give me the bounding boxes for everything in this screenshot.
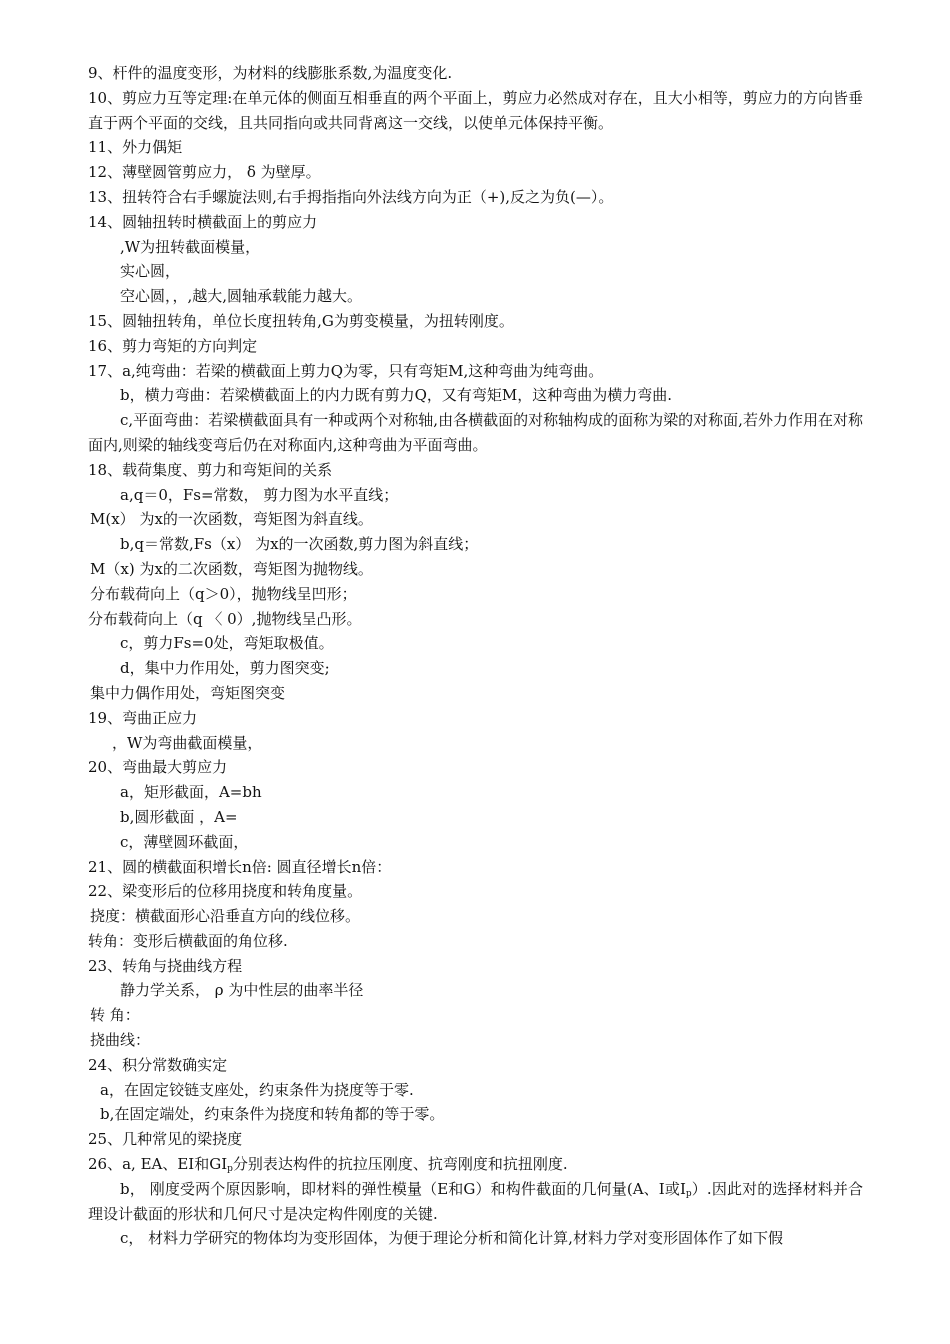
line-9: 9、杆件的温度变形，为材料的线膨胀系数,为温度变化. — [88, 64, 453, 82]
line-22-rotation: 转角：变形后横截面的角位移. — [88, 931, 288, 950]
line-24b: b,在固定端处，约束条件为挠度和转角都的等于零。 — [100, 1105, 445, 1124]
line-20a: a，矩形截面，A=bh — [120, 783, 262, 802]
line-17a: 17、a,纯弯曲：若梁的横截面上剪力Q为零，只有弯矩M,这种弯曲为纯弯曲。 — [88, 361, 604, 380]
line-18a-m: M(x） 为x的一次函数，弯矩图为斜直线。 — [90, 510, 373, 529]
line-15: 15、圆轴扭转角，单位长度扭转角,G为剪变模量，为扭转刚度。 — [88, 311, 514, 330]
line-26a-part1: 26、a, EA、EI和GI — [88, 1155, 228, 1174]
line-23: 23、转角与挠曲线方程 — [88, 956, 243, 975]
document-body — [88, 61, 863, 1251]
line-24a: a，在固定铰链支座处，约束条件为挠度等于零. — [100, 1080, 414, 1099]
line-22-deflection: 挠度：横截面形心沿垂直方向的线位移。 — [90, 907, 361, 926]
line-18b-m: M（x) 为x的二次函数，弯矩图为抛物线。 — [90, 559, 373, 578]
line-19: 19、弯曲正应力 — [88, 708, 198, 727]
line-18d-couple: 集中力偶作用处，弯矩图突变 — [90, 683, 286, 702]
line-26a-part2: 分别表达构件的抗拉压刚度、抗弯刚度和抗扭刚度. — [232, 1155, 568, 1174]
line-14-w: ,W为扭转截面模量， — [120, 237, 261, 256]
line-16: 16、剪力弯矩的方向判定 — [88, 336, 258, 355]
line-18d: d，集中力作用处，剪力图突变; — [120, 659, 330, 678]
line-21: 21、圆的横截面积增长n倍: 圆直径增长n倍： — [88, 857, 392, 876]
line-14-solid: 实心圆， — [120, 262, 181, 281]
line-10: 10、剪应力互等定理:在单元体的侧面互相垂直的两个平面上，剪应力必然成对存在，且大小相等，剪应力的方向皆垂直于两个平面的交线，且共同指向或共同背离这一交线，以使单元体保持平衡。 — [88, 88, 863, 132]
subscript-p: p — [685, 1188, 692, 1199]
line-18b: b,q＝常数,Fs（x） 为x的一次函数,剪力图为斜直线； — [120, 535, 479, 554]
line-26a — [88, 1152, 863, 1177]
line-18c: c，剪力Fs=0处，弯矩取极值。 — [120, 634, 334, 653]
line-26c: c， 材料力学研究的物体均为变形固体，为便于理论分析和简化计算,材料力学对变形固体作了如下假 — [120, 1229, 783, 1248]
line-23-curve: 挠曲线： — [90, 1031, 151, 1050]
line-18a: a,q＝0，Fs=常数， 剪力图为水平直线； — [120, 485, 399, 504]
line-26b-part1: b， 刚度受两个原因影响，即材料的弹性模量（E和G）和构件截面的几何量(A、I或I — [120, 1179, 686, 1198]
line-23-static: 静力学关系， ρ 为中性层的曲率半径 — [120, 981, 364, 1000]
line-24: 24、积分常数确实定 — [88, 1055, 228, 1074]
line-13: 13、扭转符合右手螺旋法则,右手拇指指向外法线方向为正（+),反之为负(—）。 — [88, 187, 614, 206]
line-18b-down: 分布载荷向上（q 〈 0）,抛物线呈凸形。 — [88, 609, 362, 628]
line-11: 11、外力偶矩 — [88, 138, 183, 157]
line-19-w: ，W为弯曲截面模量， — [112, 733, 263, 752]
line-25: 25、几种常见的梁挠度 — [88, 1130, 243, 1149]
line-22: 22、梁变形后的位移用挠度和转角度量。 — [88, 882, 363, 901]
subscript-p: p — [227, 1164, 233, 1175]
line-26b-part2: ）.因此对的选择材料并合理设计截面的形状和几何尺寸是决定构件刚度的关键. — [88, 1179, 863, 1223]
line-26b — [88, 1177, 863, 1227]
line-17b: b，横力弯曲：若梁横截面上的内力既有剪力Q，又有弯矩M，这种弯曲为横力弯曲. — [120, 386, 673, 405]
line-18b-up: 分布载荷向上（q＞0），抛物线呈凹形； — [90, 584, 357, 603]
line-20b: b,圆形截面 ，A= — [120, 807, 238, 826]
line-23-angle: 转 角： — [90, 1006, 140, 1025]
line-12: 12、薄壁圆管剪应力， δ 为壁厚。 — [88, 163, 321, 182]
line-14: 14、圆轴扭转时横截面上的剪应力 — [88, 212, 318, 231]
line-20c: c，薄壁圆环截面， — [120, 832, 249, 851]
line-17c: c,平面弯曲：若梁横截面具有一种或两个对称轴,由各横截面的对称轴构成的面称为梁的对称面,若外力作用在对称面内,则梁的轴线变弯后仍在对称面内,这种弯曲为平面弯曲。 — [88, 411, 863, 454]
line-20: 20、弯曲最大剪应力 — [88, 758, 228, 777]
line-18: 18、载荷集度、剪力和弯矩间的关系 — [88, 460, 333, 479]
line-14-hollow: 空心圆，，,越大,圆轴承载能力越大。 — [120, 287, 363, 306]
